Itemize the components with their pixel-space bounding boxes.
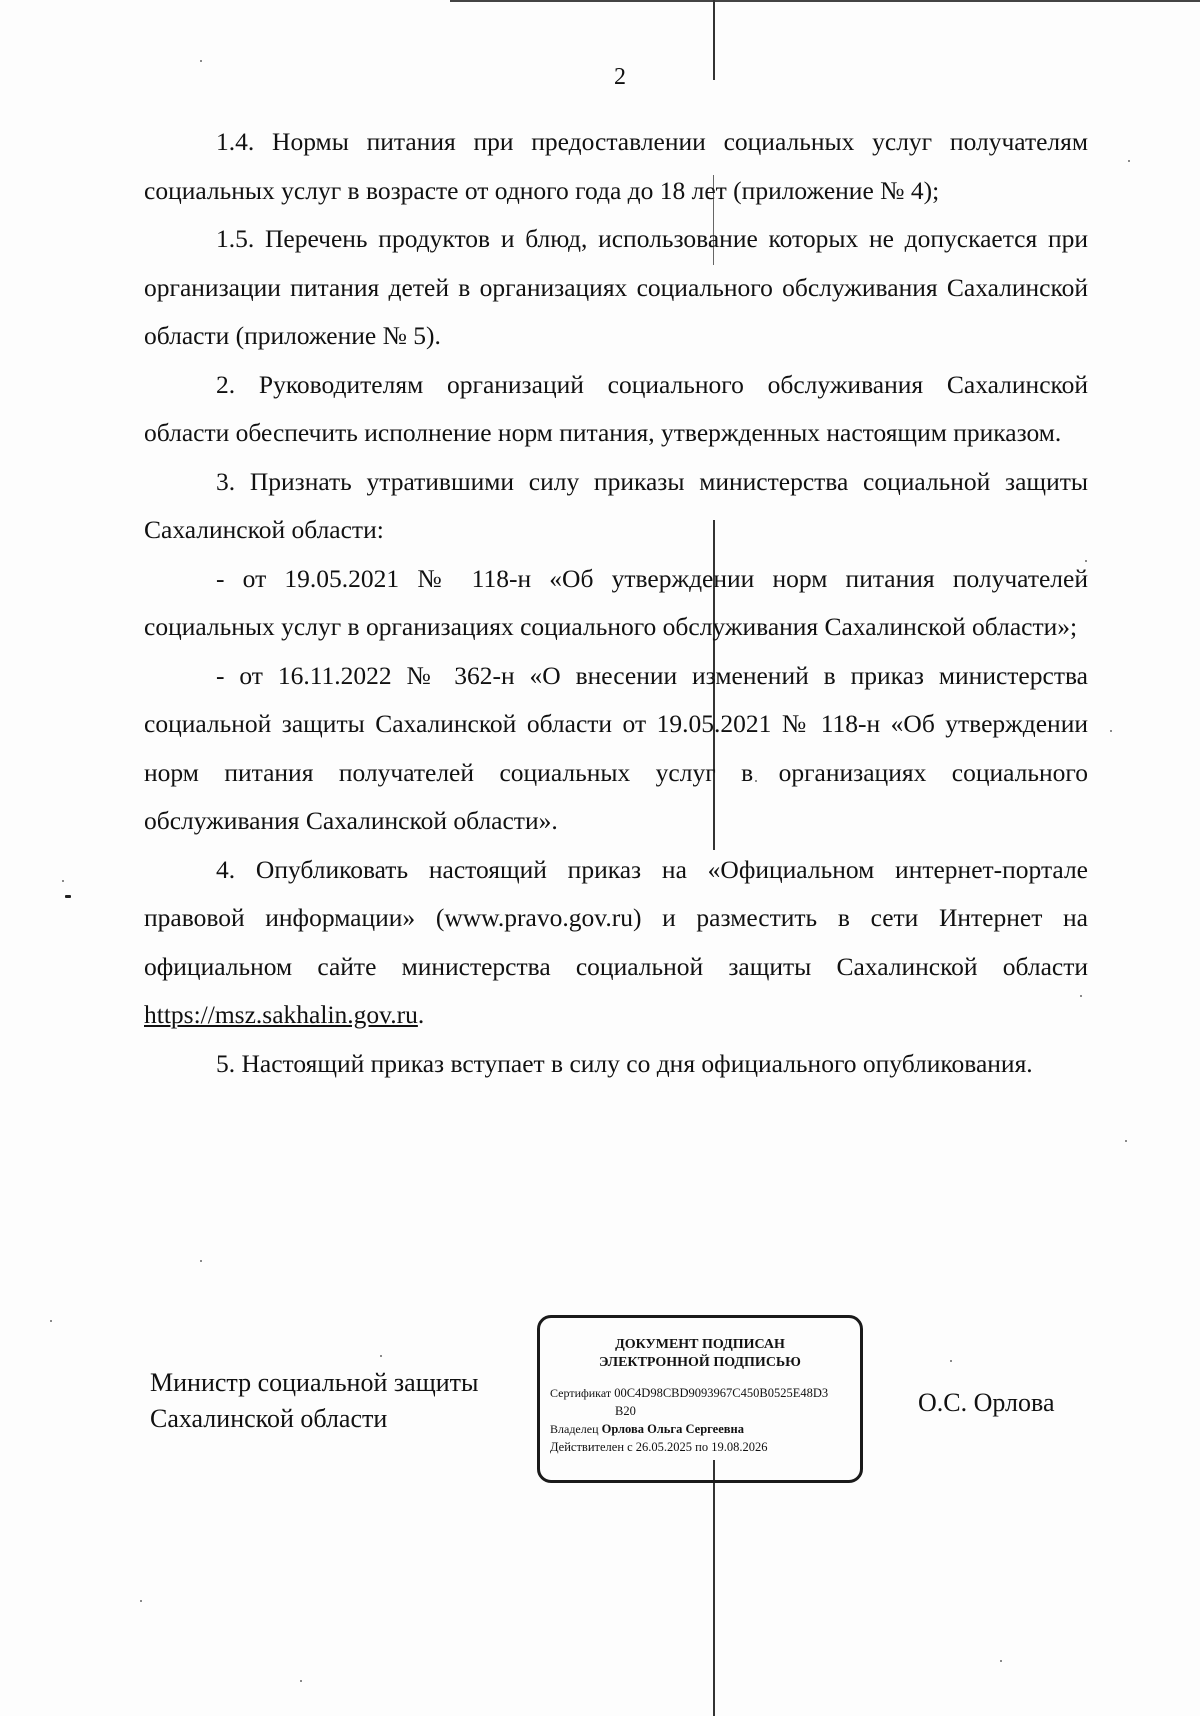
paragraph-2: 2. Руководителям организаций социального обслуживания Сахалинской области обеспечить исполнение норм питания, утвержденных настоящим приказом. — [144, 369, 1088, 447]
paragraph-3-item-1: - от 19.05.2021 № 118-н «Об утверждении норм питания получателей социальных услуг в организациях социального обслуживания Сахалинской области»; — [144, 563, 1088, 641]
signatory-title-line2: Сахалинской области — [150, 1404, 388, 1433]
document-body — [144, 118, 1088, 1088]
paragraph-3: 3. Признать утратившими силу приказы министерства социальной защиты Сахалинской области: — [144, 466, 1088, 544]
paragraph-1-5: 1.5. Перечень продуктов и блюд, использование которых не допускается при организации питания детей в организациях социального обслуживания Сахалинской области (приложение № 5). — [144, 224, 1088, 350]
signatory-title-line1: Министр социальной защиты — [150, 1368, 479, 1397]
certificate-value-cont: B20 — [615, 1404, 636, 1418]
signatory-title — [150, 1365, 478, 1437]
stamp-validity: Действителен с 26.05.2025 по 19.08.2026 — [550, 1440, 768, 1454]
ministry-site-link[interactable]: https://msz.sakhalin.gov.ru — [144, 1000, 418, 1029]
paragraph-4 — [144, 846, 1088, 1040]
certificate-value: 00C4D98CBD9093967C450B0525E48D3 — [614, 1386, 829, 1400]
paragraph-4-text: 4. Опубликовать настоящий приказ на «Официальном интернет-портале правовой информации» (www.pravo.gov.ru) и разместить в сети Интернет на официальном сайте министерства социальной защиты Сахалинской области — [144, 854, 1088, 981]
stamp-certificate — [550, 1384, 860, 1402]
scan-edge-line — [450, 0, 1200, 2]
owner-value: Орлова Ольга Сергеевна — [601, 1422, 744, 1436]
fold-line-lower — [713, 1460, 715, 1716]
paragraph-4-end: . — [417, 1000, 425, 1029]
paragraph-1-4: 1.4. Нормы питания при предоставлении социальных услуг получателям социальных услуг в возрасте от одного года до 18 лет (приложение № 4); — [144, 127, 1088, 205]
signatory-name: О.С. Орлова — [918, 1388, 1055, 1417]
owner-label: Владелец — [550, 1422, 599, 1436]
stamp-header-line2: ЭЛЕКТРОННОЙ ПОДПИСЬЮ — [599, 1355, 801, 1370]
stamp-owner — [550, 1420, 860, 1438]
stamp-header — [540, 1336, 860, 1372]
certificate-label: Сертификат — [550, 1386, 612, 1400]
electronic-signature-stamp — [537, 1315, 863, 1483]
page-number: 2 — [614, 64, 626, 90]
paragraph-3-item-2: - от 16.11.2022 № 362-н «О внесении изменений в приказ министерства социальной защиты Сахалинской области от 19.05.2021 № 118-н «Об утверждении норм питания получателей социальных услуг в организациях социального обслуживания Сахалинской области». — [144, 660, 1088, 835]
stamp-header-line1: ДОКУМЕНТ ПОДПИСАН — [615, 1337, 785, 1352]
paragraph-5: 5. Настоящий приказ вступает в силу со дня официального опубликования. — [216, 1048, 1033, 1078]
stamp-body — [540, 1384, 860, 1456]
